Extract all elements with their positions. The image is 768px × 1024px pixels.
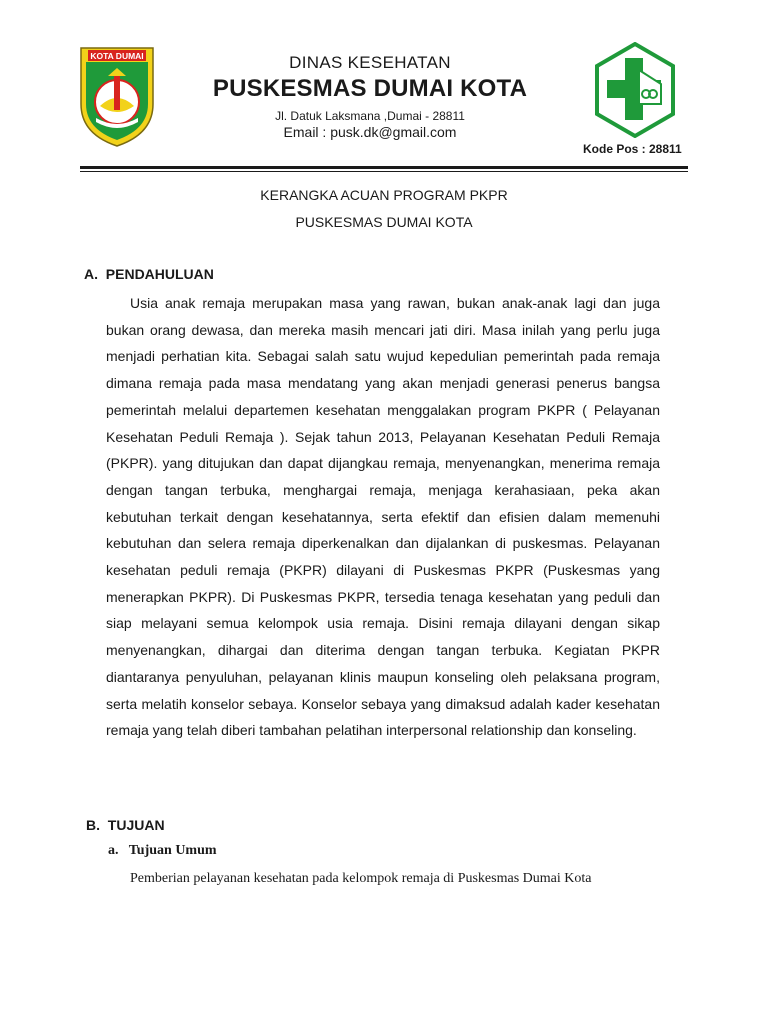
header-divider-thin xyxy=(80,171,688,172)
section-heading-pendahuluan: A. PENDAHULUAN xyxy=(84,266,214,282)
department-name: DINAS KESEHATAN xyxy=(289,53,451,72)
postal-code: Kode Pos : 28811 xyxy=(583,142,682,156)
header-divider-thick xyxy=(80,166,688,169)
subheading-tujuan-umum: a. Tujuan Umum xyxy=(108,843,217,858)
kota-dumai-emblem-icon xyxy=(78,44,156,148)
puskesmas-cross-icon xyxy=(595,42,675,138)
logo-left-text: KOTA DUMAI xyxy=(90,51,144,61)
email: Email : pusk.dk@gmail.com xyxy=(283,124,457,140)
document-subtitle: PUSKESMAS DUMAI KOTA xyxy=(295,214,473,230)
document-title: KERANGKA ACUAN PROGRAM PKPR xyxy=(260,187,508,203)
address: Jl. Datuk Laksmana ,Dumai - 28811 xyxy=(275,109,465,123)
institution-name: PUSKESMAS DUMAI KOTA xyxy=(212,75,528,102)
section-paragraph-pendahuluan: Usia anak remaja merupakan masa yang rawan, bukan anak-anak lagi dan juga bukan orang dewasa, dan mereka masih mencari jati diri. Masa inilah yang perlu juga menjadi perhatian kita. Sebagai salah satu wujud kepedulian pemerintah pada remaja dimana remaja pada masa mendatang yang akan menjadi generasi penerus bangsa pemerintah melalui departemen kesehatan menggalakan program PKPR ( Pelayanan Kesehatan Peduli Remaja ). Sejak tahun 2013, Pelayanan Kesehatan Peduli Remaja (PKPR). yang ditujukan dan dapat dijangkau remaja, menyenangkan, menerima remaja dengan tangan terbuka, menghargai remaja, menjaga kerahasiaan, peka akan kebutuhan terkait dengan kesehatannya, serta efektif dan efisien dalam memenuhi kebutuhan dan selera remaja diperkenalkan dan dijalankan di puskesmas. Pelayanan kesehatan peduli remaja (PKPR) dilayani di Puskesmas PKPR (Puskesmas yang menerapkan PKPR). Di Puskesmas PKPR, tersedia tenaga kesehatan yang peduli dan siap melayani semua kelompok usia remaja. Disini remaja dilayani dengan sikap menyenangkan, dihargai dan diterima dengan tangan terbuka. Kegiatan PKPR diantaranya penyuluhan, pelayanan klinis maupun konseling oleh pelaksana program, serta melatih konselor sebaya. Konselor sebaya yang dimaksud adalah kader kesehatan remaja yang telah diberi tambahan pelatihan interpersonal relationship dan konseling. xyxy=(106,295,660,739)
section-heading-tujuan: B. TUJUAN xyxy=(86,817,165,833)
tujuan-umum-text: Pemberian pelayanan kesehatan pada kelompok remaja di Puskesmas Dumai Kota xyxy=(130,871,592,886)
